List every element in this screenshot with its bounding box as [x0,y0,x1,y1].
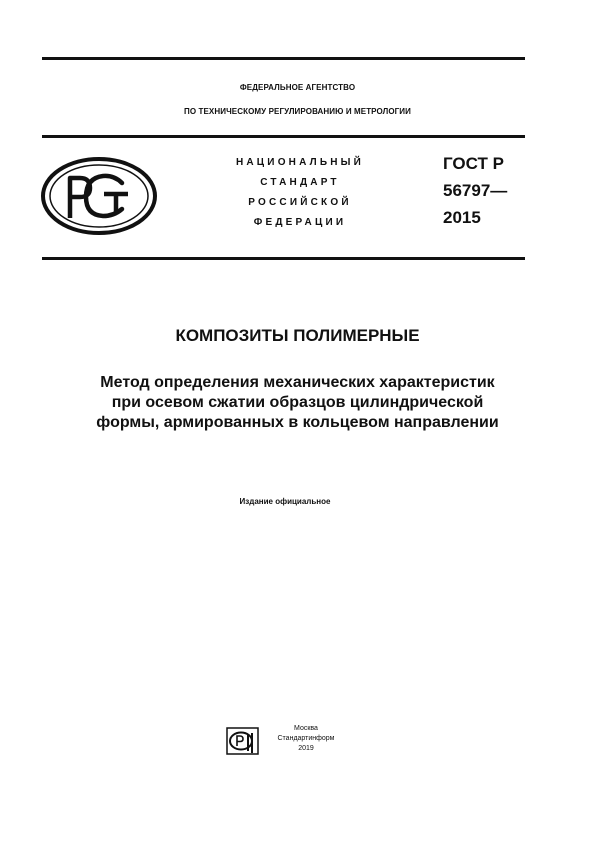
subtitle-line: формы, армированных в кольцевом направлении [96,414,499,431]
standard-label-line: РОССИЙСКОЙ [248,197,352,208]
publisher-info [262,724,350,754]
subtitle-line: при осевом сжатии образцов цилиндрической [111,394,484,411]
agency-name-line2: ПО ТЕХНИЧЕСКОМУ РЕГУЛИРОВАНИЮ И МЕТРОЛОГИИ [183,107,412,116]
standard-code-line: 2015 [443,208,481,227]
standard-label-line: НАЦИОНАЛЬНЫЙ [235,157,365,168]
standard-label-line: ФЕДЕРАЦИИ [253,217,347,228]
standard-category [210,153,390,233]
publisher-name: Стандартинформ [277,735,335,742]
top-rule [42,57,525,60]
header-rule [42,135,525,138]
document-subtitle [0,373,595,433]
edition-note: Издание официальное [239,497,331,506]
document-title: КОМПОЗИТЫ ПОЛИМЕРНЫЕ [175,326,420,345]
standard-code-line: ГОСТ Р [443,154,504,173]
standard-label-line: СТАНДАРТ [260,177,340,188]
standard-code-line: 56797— [443,181,508,200]
section-rule [42,257,525,260]
agency-name-line1: ФЕДЕРАЛЬНОЕ АГЕНТСТВО [239,83,356,92]
subtitle-line: Метод определения механических характеристик [100,374,495,391]
standard-code [443,150,507,231]
publisher-year: 2019 [298,745,314,752]
standartinform-logo-icon [226,727,259,755]
rst-mark-icon [40,156,158,236]
publisher-city: Москва [294,725,318,732]
